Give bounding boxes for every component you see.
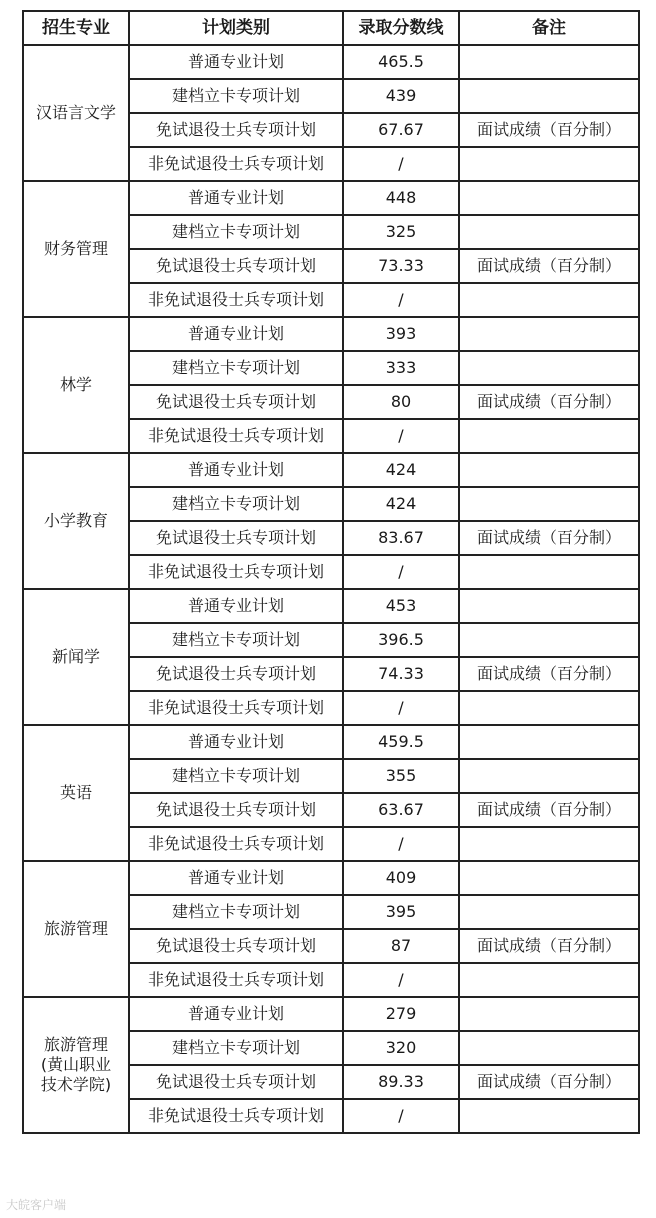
major-cell xyxy=(23,997,129,1133)
admission-score-table xyxy=(22,10,640,1134)
remark-cell xyxy=(459,453,639,487)
plan-type-cell: 非免试退役士兵专项计划 xyxy=(129,1099,343,1133)
header-row xyxy=(23,11,639,45)
score-cell: 409 xyxy=(343,861,459,895)
remark-cell xyxy=(459,623,639,657)
plan-type-cell: 建档立卡专项计划 xyxy=(129,351,343,385)
table-row xyxy=(23,45,639,79)
major-line: 旅游管理 xyxy=(43,1035,108,1054)
remark-cell: 面试成绩（百分制） xyxy=(459,657,639,691)
plan-type-cell: 建档立卡专项计划 xyxy=(129,895,343,929)
score-cell: / xyxy=(343,283,459,317)
watermark: 大皖客户端 xyxy=(6,1198,67,1212)
remark-cell: 面试成绩（百分制） xyxy=(459,385,639,419)
remark-cell xyxy=(459,997,639,1031)
score-cell: / xyxy=(343,691,459,725)
plan-type-cell: 普通专业计划 xyxy=(129,453,343,487)
remark-cell xyxy=(459,487,639,521)
remark-cell xyxy=(459,45,639,79)
score-cell: 396.5 xyxy=(343,623,459,657)
remark-cell: 面试成绩（百分制） xyxy=(459,249,639,283)
plan-type-cell: 非免试退役士兵专项计划 xyxy=(129,555,343,589)
plan-type-cell: 非免试退役士兵专项计划 xyxy=(129,283,343,317)
remark-cell: 面试成绩（百分制） xyxy=(459,113,639,147)
score-cell: 393 xyxy=(343,317,459,351)
score-cell: 80 xyxy=(343,385,459,419)
major-line: 技术学院) xyxy=(40,1075,112,1094)
score-cell: / xyxy=(343,1099,459,1133)
major-cell: 汉语言文学 xyxy=(23,45,129,181)
score-cell: 67.67 xyxy=(343,113,459,147)
score-cell: 333 xyxy=(343,351,459,385)
remark-cell xyxy=(459,419,639,453)
table-body xyxy=(23,45,639,1133)
plan-type-cell: 免试退役士兵专项计划 xyxy=(129,657,343,691)
plan-type-cell: 普通专业计划 xyxy=(129,45,343,79)
remark-cell xyxy=(459,351,639,385)
plan-type-cell: 免试退役士兵专项计划 xyxy=(129,929,343,963)
plan-type-cell: 免试退役士兵专项计划 xyxy=(129,793,343,827)
major-cell: 林学 xyxy=(23,317,129,453)
remark-cell xyxy=(459,79,639,113)
score-cell: 63.67 xyxy=(343,793,459,827)
header-score-line: 录取分数线 xyxy=(343,11,459,45)
plan-type-cell: 普通专业计划 xyxy=(129,725,343,759)
score-cell: 448 xyxy=(343,181,459,215)
major-cell: 新闻学 xyxy=(23,589,129,725)
remark-cell xyxy=(459,691,639,725)
plan-type-cell: 免试退役士兵专项计划 xyxy=(129,1065,343,1099)
plan-type-cell: 建档立卡专项计划 xyxy=(129,215,343,249)
score-cell: 439 xyxy=(343,79,459,113)
table-row xyxy=(23,861,639,895)
major-cell: 小学教育 xyxy=(23,453,129,589)
score-cell: 395 xyxy=(343,895,459,929)
score-cell: 453 xyxy=(343,589,459,623)
plan-type-cell: 建档立卡专项计划 xyxy=(129,79,343,113)
remark-cell xyxy=(459,895,639,929)
remark-cell xyxy=(459,317,639,351)
table-row xyxy=(23,317,639,351)
remark-cell xyxy=(459,963,639,997)
score-cell: 459.5 xyxy=(343,725,459,759)
major-cell: 英语 xyxy=(23,725,129,861)
score-cell: / xyxy=(343,419,459,453)
remark-cell xyxy=(459,181,639,215)
remark-cell xyxy=(459,1099,639,1133)
plan-type-cell: 普通专业计划 xyxy=(129,589,343,623)
score-cell: 279 xyxy=(343,997,459,1031)
major-cell: 旅游管理 xyxy=(23,861,129,997)
plan-type-cell: 建档立卡专项计划 xyxy=(129,623,343,657)
major-cell: 财务管理 xyxy=(23,181,129,317)
remark-cell xyxy=(459,147,639,181)
score-cell: / xyxy=(343,555,459,589)
remark-cell xyxy=(459,283,639,317)
plan-type-cell: 建档立卡专项计划 xyxy=(129,759,343,793)
remark-cell xyxy=(459,555,639,589)
plan-type-cell: 普通专业计划 xyxy=(129,861,343,895)
score-cell: 325 xyxy=(343,215,459,249)
remark-cell xyxy=(459,1031,639,1065)
plan-type-cell: 免试退役士兵专项计划 xyxy=(129,113,343,147)
remark-cell xyxy=(459,725,639,759)
score-cell: / xyxy=(343,827,459,861)
plan-type-cell: 非免试退役士兵专项计划 xyxy=(129,147,343,181)
score-cell: 74.33 xyxy=(343,657,459,691)
table-row xyxy=(23,725,639,759)
score-cell: 89.33 xyxy=(343,1065,459,1099)
remark-cell: 面试成绩（百分制） xyxy=(459,793,639,827)
header-remarks: 备注 xyxy=(459,11,639,45)
score-cell: / xyxy=(343,147,459,181)
score-cell: 465.5 xyxy=(343,45,459,79)
remark-cell xyxy=(459,589,639,623)
score-cell: 424 xyxy=(343,453,459,487)
plan-type-cell: 建档立卡专项计划 xyxy=(129,1031,343,1065)
header-plan-type: 计划类别 xyxy=(129,11,343,45)
plan-type-cell: 普通专业计划 xyxy=(129,317,343,351)
plan-type-cell: 非免试退役士兵专项计划 xyxy=(129,691,343,725)
score-cell: 83.67 xyxy=(343,521,459,555)
table-row xyxy=(23,453,639,487)
plan-type-cell: 免试退役士兵专项计划 xyxy=(129,521,343,555)
score-cell: 73.33 xyxy=(343,249,459,283)
score-cell: / xyxy=(343,963,459,997)
remark-cell: 面试成绩（百分制） xyxy=(459,521,639,555)
score-cell: 87 xyxy=(343,929,459,963)
plan-type-cell: 建档立卡专项计划 xyxy=(129,487,343,521)
major-line: (黄山职业 xyxy=(40,1055,112,1074)
plan-type-cell: 非免试退役士兵专项计划 xyxy=(129,419,343,453)
remark-cell xyxy=(459,759,639,793)
table-row xyxy=(23,997,639,1031)
plan-type-cell: 非免试退役士兵专项计划 xyxy=(129,963,343,997)
remark-cell xyxy=(459,861,639,895)
score-cell: 355 xyxy=(343,759,459,793)
score-cell: 320 xyxy=(343,1031,459,1065)
plan-type-cell: 免试退役士兵专项计划 xyxy=(129,249,343,283)
remark-cell xyxy=(459,215,639,249)
plan-type-cell: 免试退役士兵专项计划 xyxy=(129,385,343,419)
remark-cell: 面试成绩（百分制） xyxy=(459,1065,639,1099)
table-row xyxy=(23,589,639,623)
remark-cell: 面试成绩（百分制） xyxy=(459,929,639,963)
plan-type-cell: 非免试退役士兵专项计划 xyxy=(129,827,343,861)
remark-cell xyxy=(459,827,639,861)
score-cell: 424 xyxy=(343,487,459,521)
table-row xyxy=(23,181,639,215)
header-major: 招生专业 xyxy=(23,11,129,45)
plan-type-cell: 普通专业计划 xyxy=(129,997,343,1031)
plan-type-cell: 普通专业计划 xyxy=(129,181,343,215)
